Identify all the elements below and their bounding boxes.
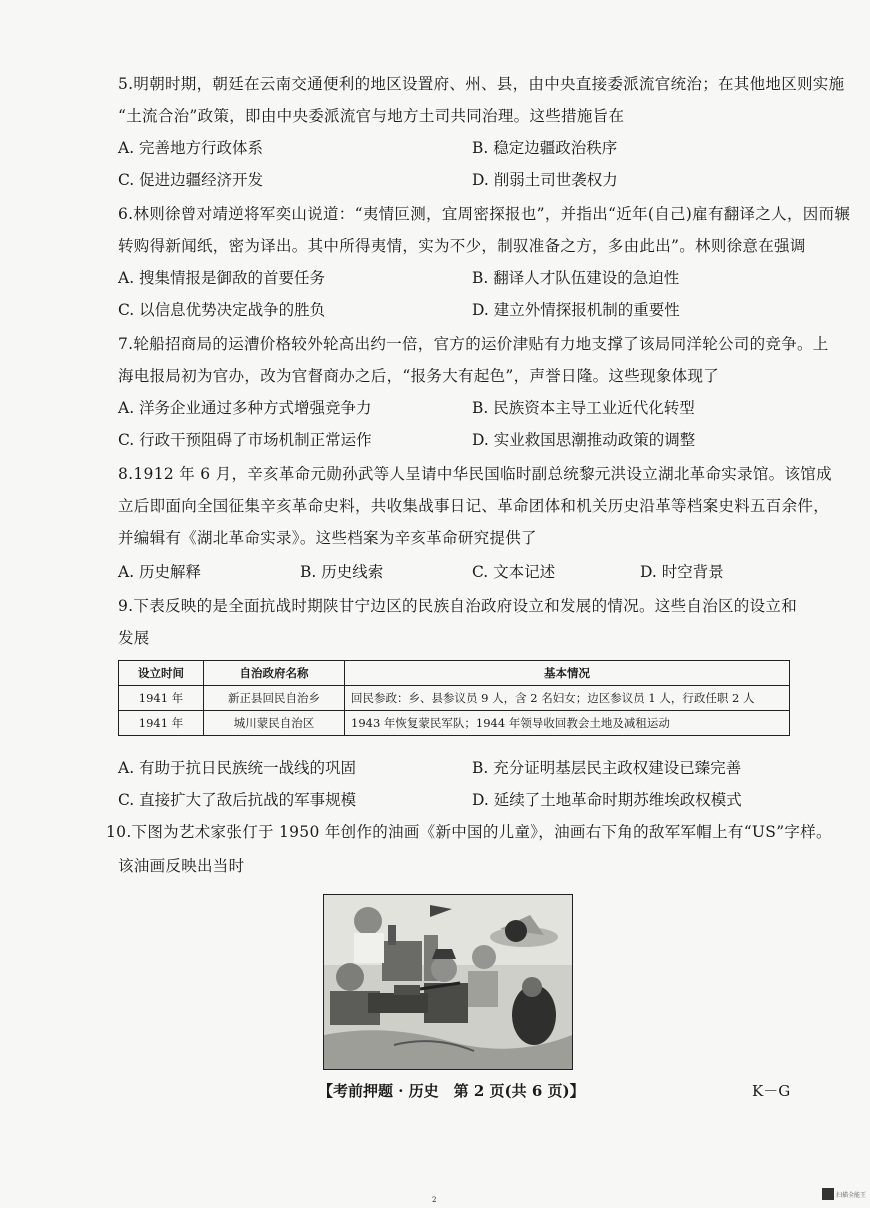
q7-option-d[interactable]: D. 实业救国思潮推动政策的调整 xyxy=(472,431,696,449)
q8-option-c[interactable]: C. 文本记述 xyxy=(472,563,556,581)
table-cell-time: 1941 年 xyxy=(119,686,204,711)
q6-stem-line1: 6.林则徐曾对靖逆将军奕山说道：“夷情叵测，宜周密探报也”，并指出“近年(自己)雇有翻译之人，因而辗 xyxy=(118,205,851,223)
q9-stem-line1: 9.下表反映的是全面抗战时期陕甘宁边区的民族自治政府设立和发展的情况。这些自治区的设立和 xyxy=(118,597,797,615)
scanner-watermark: 扫描全能王 xyxy=(836,1192,867,1199)
painting-illustration xyxy=(324,895,572,1069)
q5-stem-line1: 5.明朝时期，朝廷在云南交通便利的地区设置府、州、县，由中央直接委派流官统治；在其他地区则实施 xyxy=(118,75,845,93)
q8-stem-line1: 8.1912 年 6 月，辛亥革命元勋孙武等人呈请中华民国临时副总统黎元洪设立湖北革命实录馆。该馆成 xyxy=(118,465,832,483)
q6-option-b[interactable]: B. 翻译人才队伍建设的急迫性 xyxy=(472,269,680,287)
q6-option-a[interactable]: A. 搜集情报是御敌的首要任务 xyxy=(118,269,326,287)
q8-option-b[interactable]: B. 历史线索 xyxy=(300,563,384,581)
table-header-time: 设立时间 xyxy=(119,661,204,686)
q8-option-d[interactable]: D. 时空背景 xyxy=(640,563,724,581)
q7-option-a[interactable]: A. 洋务企业通过多种方式增强竞争力 xyxy=(118,399,372,417)
q10-stem-line1: 10.下图为艺术家张仃于 1950 年创作的油画《新中国的儿童》，油画右下角的敌军军帽上有“US”字样。 xyxy=(106,823,832,841)
page-footer: 【考前押题 · 历史 第 2 页(共 6 页)】 xyxy=(318,1082,585,1100)
table-cell-name: 城川蒙民自治区 xyxy=(204,711,345,736)
q5-option-b[interactable]: B. 稳定边疆政治秩序 xyxy=(472,139,618,157)
q5-option-d[interactable]: D. 削弱土司世袭权力 xyxy=(472,171,618,189)
q9-option-a[interactable]: A. 有助于抗日民族统一战线的巩固 xyxy=(118,759,357,777)
q5-option-a[interactable]: A. 完善地方行政体系 xyxy=(118,139,264,157)
q9-option-c[interactable]: C. 直接扩大了敌后抗战的军事规模 xyxy=(118,791,357,809)
q6-option-c[interactable]: C. 以信息优势决定战争的胜负 xyxy=(118,301,326,319)
q8-stem-line3: 并编辑有《湖北革命实录》。这些档案为辛亥革命研究提供了 xyxy=(118,529,537,547)
q9-table xyxy=(118,660,790,736)
table-cell-info: 回民参政：乡、县参议员 9 人，含 2 名妇女；边区参议员 1 人，行政任职 2 人 xyxy=(345,686,790,711)
q7-option-c[interactable]: C. 行政干预阻碍了市场机制正常运作 xyxy=(118,431,372,449)
oil-painting-image xyxy=(323,894,573,1070)
page-number: 2 xyxy=(432,1196,437,1204)
table-cell-time: 1941 年 xyxy=(119,711,204,736)
table-cell-name: 新正县回民自治乡 xyxy=(204,686,345,711)
q7-stem-line1: 7.轮船招商局的运漕价格较外轮高出约一倍，官方的运价津贴有力地支撑了该局同洋轮公司的竞争。上 xyxy=(118,335,829,353)
q5-option-c[interactable]: C. 促进边疆经济开发 xyxy=(118,171,264,189)
table-header-info: 基本情况 xyxy=(345,661,790,686)
q9-option-b[interactable]: B. 充分证明基层民主政权建设已臻完善 xyxy=(472,759,742,777)
q6-stem-line2: 转购得新闻纸，密为译出。其中所得夷情，实为不少，制驭准备之方，多由此出”。林则徐意在强调 xyxy=(118,237,806,255)
table-row xyxy=(119,711,790,736)
q7-stem-line2: 海电报局初为官办，改为官督商办之后，“报务大有起色”，声誉日隆。这些现象体现了 xyxy=(118,367,720,385)
table-cell-info: 1943 年恢复蒙民军队；1944 年领导收回教会土地及减租运动 xyxy=(345,711,790,736)
table-header-name: 自治政府名称 xyxy=(204,661,345,686)
q10-stem-line2: 该油画反映出当时 xyxy=(118,857,245,875)
table-row xyxy=(119,686,790,711)
q9-stem-line2: 发展 xyxy=(118,629,150,647)
qr-code-icon xyxy=(822,1188,834,1200)
q8-option-a[interactable]: A. 历史解释 xyxy=(118,563,202,581)
q8-stem-line2: 立后即面向全国征集辛亥革命史料，共收集战事日记、革命团体和机关历史沿革等档案史料五百余件， xyxy=(118,497,830,515)
q5-stem-line2: “土流合治”政策，即由中央委派流官与地方土司共同治理。这些措施旨在 xyxy=(118,107,625,125)
paper-code: K－G xyxy=(752,1082,791,1100)
table-header-row xyxy=(119,661,790,686)
q9-option-d[interactable]: D. 延续了土地革命时期苏维埃政权模式 xyxy=(472,791,742,809)
q6-option-d[interactable]: D. 建立外情探报机制的重要性 xyxy=(472,301,680,319)
q7-option-b[interactable]: B. 民族资本主导工业近代化转型 xyxy=(472,399,695,417)
